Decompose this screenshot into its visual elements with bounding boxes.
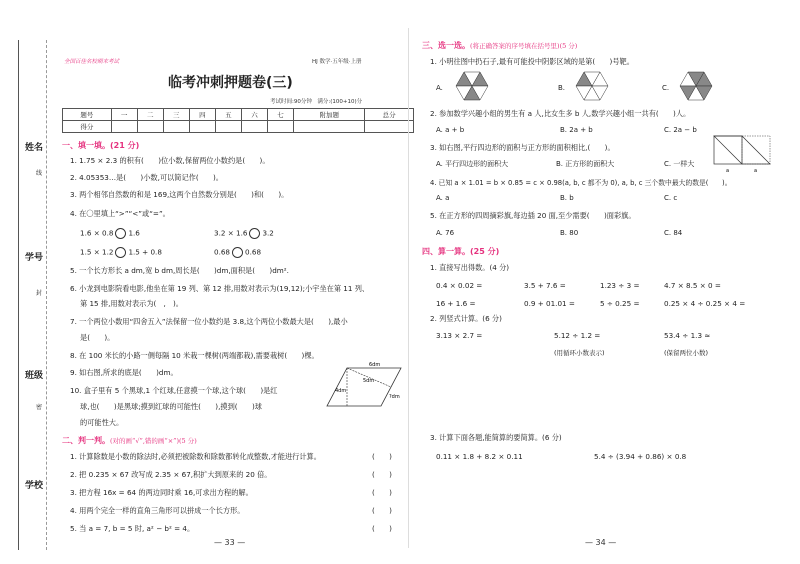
compare-item: [80, 228, 140, 239]
vertical-calc-item: 5.12 ÷ 1.2 =: [554, 331, 601, 340]
judge-4: 4. 用两个完全一样的直角三角形可以拼成一个长方形。: [70, 506, 245, 515]
school-label: 学校: [25, 481, 44, 491]
calc-item: 4.7 × 8.5 × 0 =: [664, 281, 721, 290]
binding-strip: [0, 0, 54, 564]
page-number-left: — 33 —: [214, 538, 246, 547]
calc-item: 0.9 + 01.01 =: [524, 299, 575, 308]
choice-2-option-b[interactable]: B. 2a + b: [560, 126, 593, 134]
name-label: 姓名: [25, 143, 44, 153]
question-3: 3. 两个相邻自然数的和是 169,这两个自然数分别是( )和( )。: [70, 190, 289, 199]
compare-right: 0.68: [245, 247, 262, 257]
choice-4-option-b[interactable]: B. b: [560, 194, 574, 202]
fig-label-a2: a: [754, 168, 758, 174]
calc-item: 5 ÷ 0.25 =: [600, 299, 640, 308]
page-number-right: — 34 —: [585, 538, 617, 547]
section-1-title: 一、填一填。(21 分): [62, 141, 140, 150]
score-header: 二: [137, 109, 163, 121]
compare-item: [214, 247, 261, 258]
compare-right: 1.6: [128, 228, 140, 238]
score-cell[interactable]: [137, 121, 163, 133]
question-10-cont2: 的可能性大。: [80, 418, 124, 427]
choice-2-option-c[interactable]: C. 2a − b: [664, 126, 697, 134]
choice-5-option-b[interactable]: B. 80: [560, 229, 579, 237]
exam-meta: 考试时间:90分钟 满分:(100+10)分: [270, 99, 363, 105]
student-id-label: 学号: [25, 253, 44, 263]
figure-label-top: 6dm: [369, 362, 381, 368]
question-2: 2. 4.05353…是( )小数,可以简记作( )。: [70, 173, 223, 182]
calc-1-instruction: 1. 直接写出得数。(4 分): [430, 263, 510, 272]
vertical-calc-note: (用循环小数表示): [554, 349, 605, 357]
choice-4-option-c[interactable]: C. c: [664, 194, 678, 202]
fig-label-a1: a: [726, 168, 730, 174]
judge-answer-1[interactable]: ( ): [372, 452, 392, 461]
choice-3-option-c[interactable]: C. 一样大: [664, 160, 695, 168]
calc-item: 3.5 + 7.6 =: [524, 281, 566, 290]
score-header: 题号: [63, 109, 112, 121]
question-10: 10. 盒子里有 5 个黑球,1 个红球,任意摸一个球,这个球( )是红: [70, 386, 278, 395]
seal-char-secret: 密: [36, 404, 43, 411]
compare-left: 1.5 × 1.2: [80, 247, 114, 257]
section-3-note: (将正确答案的序号填在括号里)(5 分): [470, 42, 578, 50]
section-2-title-text: 二、判一判。: [62, 436, 110, 445]
question-4: 4. 在〇里填上“>”“<”或“=”。: [70, 209, 170, 218]
choice-4-option-a[interactable]: A. a: [436, 194, 450, 202]
section-4-title: 四、算一算。(25 分): [422, 247, 500, 256]
choice-1-option-b[interactable]: B.: [558, 84, 566, 92]
section-3-title-text: 三、选一选。: [422, 41, 470, 50]
score-cell[interactable]: [241, 121, 267, 133]
score-table-header-row: [63, 109, 414, 121]
compare-left: 1.6 × 0.8: [80, 228, 114, 238]
compare-right: 3.2: [262, 228, 274, 238]
simplify-item: 5.4 ÷ (3.94 + 0.86) × 0.8: [594, 452, 687, 461]
section-3-title: [422, 40, 577, 51]
judge-answer-4[interactable]: ( ): [372, 506, 392, 515]
figure-label-height: 4dm: [335, 388, 347, 394]
judge-answer-5[interactable]: ( ): [372, 524, 392, 533]
choice-1: 1. 小明往图中扔石子,最有可能投中阴影区域的是第( )号靶。: [430, 57, 634, 66]
score-row-label: 得分: [63, 121, 112, 133]
compare-circle[interactable]: [232, 247, 243, 258]
score-cell[interactable]: [215, 121, 241, 133]
question-8: 8. 在 100 米长的小路一侧每隔 10 米栽一棵树(两端都栽),需要栽树( )棵。: [70, 351, 319, 360]
score-header: 五: [215, 109, 241, 121]
score-header: 一: [111, 109, 137, 121]
square-parallelogram-figure: [712, 132, 776, 174]
calc-3-instruction: 3. 计算下面各题,能简算的要简算。(6 分): [430, 433, 562, 442]
question-7: 7. 一个两位小数用“四舍五入”法保留一位小数约是 3.8,这个两位小数最大是( ),最小: [70, 317, 348, 326]
compare-circle[interactable]: [249, 228, 260, 239]
target-c-figure: [676, 68, 716, 104]
target-b-figure: [572, 68, 612, 104]
target-a-figure: [452, 68, 492, 104]
judge-3: 3. 把方程 16x = 64 的两边同时乘 16,可求出方程的解。: [70, 488, 253, 497]
judge-answer-3[interactable]: ( ): [372, 488, 392, 497]
compare-circle[interactable]: [115, 247, 126, 258]
parallelogram-figure: [325, 362, 405, 412]
compare-item: [214, 228, 274, 239]
question-6-cont: 第 15 排,用数对表示为( , )。: [80, 299, 183, 308]
score-cell[interactable]: [111, 121, 137, 133]
choice-1-option-a[interactable]: A.: [436, 84, 443, 92]
score-header: 附加题: [294, 109, 365, 121]
vertical-calc-item: 3.13 × 2.7 =: [436, 331, 483, 340]
score-cell[interactable]: [163, 121, 189, 133]
choice-2-option-a[interactable]: A. a + b: [436, 126, 465, 134]
score-header: 六: [241, 109, 267, 121]
score-cell[interactable]: [189, 121, 215, 133]
question-7-cont: 是( )。: [80, 333, 115, 342]
choice-5-option-c[interactable]: C. 84: [664, 229, 683, 237]
score-table: [62, 108, 414, 133]
question-1: 1. 1.75 × 2.3 的积有( )位小数,保留两位小数约是( )。: [70, 156, 270, 165]
judge-2: 2. 把 0.235 × 67 改写成 2.35 × 67,积扩大到原来的 20 倍。: [70, 470, 272, 479]
score-cell[interactable]: [268, 121, 294, 133]
compare-circle[interactable]: [115, 228, 126, 239]
vertical-calc-note: (保留两位小数): [664, 349, 709, 357]
score-header: 三: [163, 109, 189, 121]
series-label: HJ 数学·五年级·上册: [312, 59, 362, 65]
section-2-note: (对的画“√”,错的画“×”)(5 分): [110, 437, 197, 445]
compare-item: [80, 247, 162, 258]
score-header: 总分: [365, 109, 414, 121]
calc-item: 0.4 × 0.02 =: [436, 281, 483, 290]
calc-item: 16 + 1.6 =: [436, 299, 476, 308]
question-9: 9. 如右图,所求的底是( )dm。: [70, 368, 178, 377]
choice-3-option-a[interactable]: A. 平行四边形的面积大: [436, 160, 509, 168]
figure-label-slant: 5dm: [363, 378, 375, 384]
judge-answer-2[interactable]: ( ): [372, 470, 392, 479]
choice-3-option-b[interactable]: B. 正方形的面积大: [556, 160, 615, 168]
judge-1: 1. 计算除数是小数的除法时,必须把被除数和除数都转化成整数,才能进行计算。: [70, 452, 321, 461]
figure-label-unknown: ?dm: [389, 394, 400, 400]
judge-5: 5. 当 a = 7, b = 5 时, a² − b² = 4。: [70, 524, 195, 533]
seal-char-line: 线: [36, 170, 43, 177]
choice-3: 3. 如右图,平行四边形的面积与正方形的面积相比,( )。: [430, 143, 615, 152]
calc-item: 0.25 × 4 ÷ 0.25 × 4 =: [664, 299, 746, 308]
score-table-score-row: [63, 121, 414, 133]
brand: 全国百佳名校期末考试: [64, 59, 120, 65]
compare-right: 1.5 + 0.8: [128, 247, 162, 257]
simplify-item: 0.11 × 1.8 + 8.2 × 0.11: [436, 452, 523, 461]
choice-1-option-c[interactable]: C.: [662, 84, 670, 92]
score-header: 四: [189, 109, 215, 121]
calc-2-instruction: 2. 列竖式计算。(6 分): [430, 314, 502, 323]
question-10-cont: 球,也( )是黑球;摸到红球的可能性( ),摸到( )球: [80, 402, 262, 411]
vertical-calc-item: 53.4 ÷ 1.3 ≈: [664, 331, 711, 340]
choice-5: 5. 在正方形的四周摘彩旗,每边插 20 面,至少需要( )面彩旗。: [430, 211, 636, 220]
section-2-title: [62, 435, 197, 446]
class-label: 班级: [25, 371, 44, 381]
question-5: 5. 一个长方形长 a dm,宽 b dm,周长是( )dm,面积是( )dm².: [70, 266, 289, 275]
score-cell[interactable]: [294, 121, 365, 133]
choice-5-option-a[interactable]: A. 76: [436, 229, 455, 237]
binding-line: [18, 40, 19, 550]
choice-4: 4. 已知 a × 1.01 = b × 0.85 = c × 0.98(a, b, c 都不为 0), a, b, c 三个数中最大的数是( )。: [430, 179, 732, 187]
compare-left: 3.2 × 1.6: [214, 228, 248, 238]
choice-2: 2. 参加数学兴趣小组的男生有 a 人,比女生多 b 人,数学兴趣小组一共有( )人。: [430, 109, 691, 118]
compare-left: 0.68: [214, 247, 231, 257]
score-header: 七: [268, 109, 294, 121]
calc-item: 1.23 ÷ 3 =: [600, 281, 640, 290]
seal-char-seal: 封: [36, 290, 43, 297]
score-cell[interactable]: [365, 121, 414, 133]
cut-line: [46, 40, 47, 550]
question-6: 6. 小龙到电影院看电影,他坐在第 19 列、第 12 排,用数对表示为(19,12);小宇坐在第 11 列、: [70, 284, 370, 293]
page-separator: [408, 28, 409, 548]
page-title: 临考冲刺押题卷(三): [168, 75, 293, 91]
